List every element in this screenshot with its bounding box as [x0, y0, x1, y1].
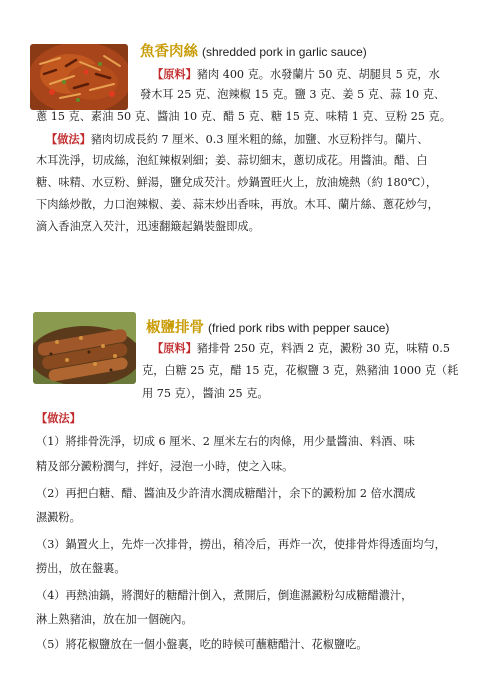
recipe1-title-en: (shredded pork in garlic sauce) — [202, 45, 367, 59]
recipe2-step-3-line-1: （3）鍋置火上，先炸一次排骨，撈出，稍冷后，再炸一次，使排骨炸得透面均勻， — [36, 538, 446, 551]
recipe2-step-2-line-1: （2）再把白糖、醋、醬油及少許清水潤成糖醋汁，余下的澱粉加 2 倍水潤成 — [36, 487, 416, 500]
recipe2-step-1-line-1: （1）將排骨洗淨，切成 6 厘米、2 厘米左右的肉條，用少量醬油、料酒、味 — [36, 435, 415, 448]
recipe2-ingredients-line-2: 克，白糖 25 克，醋 15 克，花椒鹽 3 克，熟豬油 1000 克（耗 — [142, 364, 459, 377]
recipe1-title-zh: 魚香肉絲 — [140, 44, 198, 60]
recipe1-method-line-4: 下肉絲炒散，力口泡辣椒、姜、蒜末炒出香味，再放。木耳、蘭片絲、蔥花炒勻， — [36, 198, 439, 211]
recipe1-ingredients-line-2: 發木耳 25 克、泡辣椒 15 克。鹽 3 克、姜 5 克、蒜 10 克、 — [140, 88, 446, 101]
recipe2-title-en: (fried pork ribs with pepper sauce) — [208, 321, 390, 335]
pork-ribs-dish-photo — [33, 312, 136, 384]
recipe2-step-4-line-2: 淋上熟豬油，放在加一個碗內。 — [36, 613, 193, 626]
recipe1-ingredients-line-1: 【原料】豬肉 400 克。水發蘭片 50 克、胡腿貝 5 克，水 — [152, 67, 440, 81]
recipe2-ingredients-line-3: 用 75 克），醬油 25 克。 — [142, 387, 269, 400]
recipe2-step-4-line-1: （4）再熱油鍋，將潤好的糖醋汁倒入，煮開后，倒進濕澱粉勾成糖醋濃汁， — [36, 589, 413, 602]
recipe2-title-zh: 椒鹽排骨 — [146, 320, 204, 336]
recipe1-method-tag: 【做法】 — [46, 132, 91, 146]
recipe1-ingredients-tag: 【原料】 — [152, 67, 197, 81]
recipe2-step-1-line-2: 精及部分澱粉潤勻，拌好，浸泡一小時，使之入味。 — [36, 460, 294, 473]
recipe2-method-tag: 【做法】 — [36, 411, 81, 425]
recipe2-step-2-line-2: 濕澱粉。 — [36, 511, 81, 524]
recipe1-method-line-5: 滴入香油烹入芡汁，迅速翻簸起鍋裝盤即成。 — [36, 220, 260, 233]
recipe1-ingredients-line-3: 蔥 15 克、素油 50 克、醬油 10 克、醋 5 克、糖 15 克、味精 1 克、豆粉 25 克。 — [36, 110, 451, 123]
recipe2-ingredients-tag: 【原料】 — [152, 341, 197, 355]
recipe2-ingredients-line-1: 【原料】豬排骨 250 克，料酒 2 克，澱粉 30 克，味精 0.5 — [152, 341, 450, 355]
recipe2-title — [146, 318, 389, 337]
recipe2-step-3-line-2: 撈出，放在盤裏。 — [36, 562, 126, 575]
recipe1-method-line-1: 【做法】豬肉切成長約 7 厘米、0.3 厘米粗的絲，加鹽、水豆粉拌勻。蘭片、 — [46, 132, 429, 146]
recipe1-method-line-3: 糖、味精、水豆粉、鮮湯，鹽兌成芡汁。炒鍋置旺火上，放油燒熱（約 180℃）， — [36, 176, 438, 189]
recipe2-step-5: （5）將花椒鹽放在一個小盤裏，吃的時候可蘸糖醋汁、花椒鹽吃。 — [36, 638, 368, 651]
shredded-pork-dish-photo — [30, 44, 128, 110]
recipe1-title — [140, 42, 367, 61]
recipe1-method-line-2: 木耳洗淨，切成絲，泡紅辣椒剁細；姜、蒜切細末，蔥切成花。用醬油。醋、白 — [36, 154, 428, 167]
